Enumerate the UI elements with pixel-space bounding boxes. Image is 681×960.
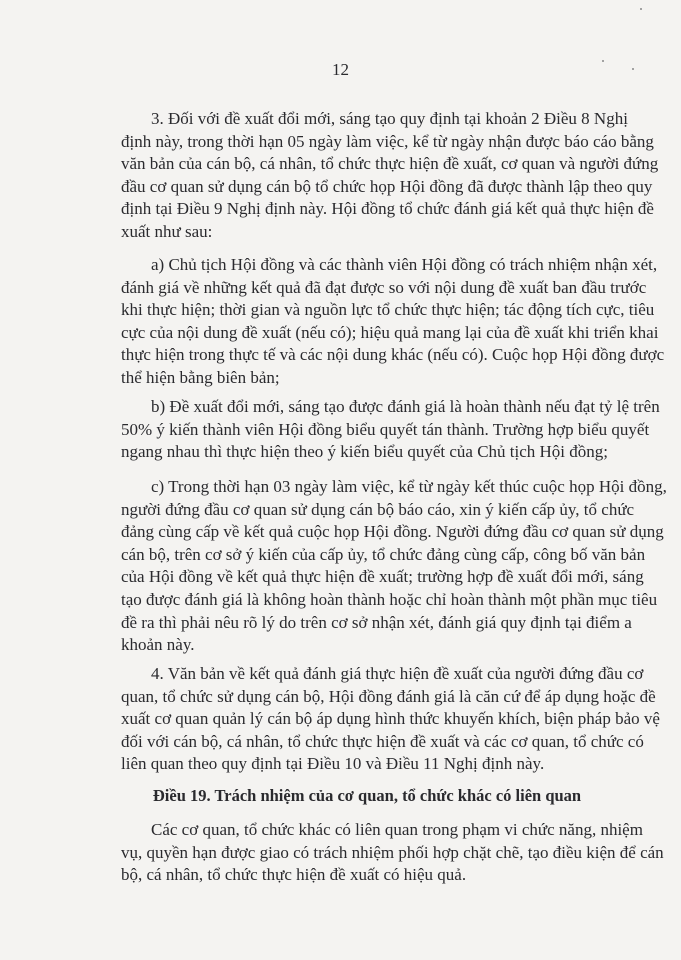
paragraph-point-a — [121, 254, 665, 390]
scan-speck — [640, 8, 642, 10]
page-number: 12 — [332, 60, 349, 79]
text-line: vụ, quyền hạn được giao có trách nhiệm phối hợp chặt chẽ, tạo điều kiện để cán — [121, 842, 664, 862]
paragraph-clause-4 — [121, 663, 660, 776]
text-line: đối với cán bộ, cá nhân, tổ chức thực hiện đề xuất và các cơ quan, tổ chức có — [121, 731, 644, 751]
text-line: đảng cùng cấp về kết quả cuộc họp Hội đồng. Người đứng đầu cơ quan sử dụng — [121, 522, 664, 542]
text-line: định tại Điều 9 Nghị định này. Hội đồng tổ chức đánh giá kết quả thực hiện đề — [121, 199, 654, 219]
text-line: đề ra thì phải nêu rõ lý do trên cơ sở nhận xét, đánh giá quy định tại điểm a — [121, 612, 632, 632]
text-line: bộ, cá nhân, tổ chức thực hiện đề xuất có hiệu quả. — [121, 865, 467, 885]
paragraph-point-c — [121, 476, 667, 657]
text-line: Các cơ quan, tổ chức khác có liên quan trong phạm vi chức năng, nhiệm — [151, 820, 643, 839]
text-line: quan, tổ chức sử dụng cán bộ, Hội đồng đánh giá là căn cứ để áp dụng hoặc đề — [121, 686, 656, 706]
paragraph-point-b — [121, 396, 660, 464]
text-line: xuất như sau: — [121, 221, 213, 241]
text-line: người đứng đầu cơ quan sử dụng cán bộ báo cáo, xin ý kiến cấp ủy, tổ chức — [121, 499, 635, 519]
text-line: ngang nhau thì thực hiện theo ý kiến biểu quyết của Chủ tịch Hội đồng; — [121, 442, 609, 462]
text-line: a) Chủ tịch Hội đồng và các thành viên Hội đồng có trách nhiệm nhận xét, — [151, 255, 658, 274]
text-line: thể hiện bằng biên bản; — [121, 367, 280, 387]
text-line: cực của nội dung đề xuất (nếu có); hiệu quả mang lại của đề xuất khi triển khai — [121, 322, 659, 342]
text-line: cán bộ, trên cơ sở ý kiến của cấp ủy, tổ chức đảng cùng cấp, công bố văn bản — [121, 544, 646, 564]
text-line: đầu cơ quan sử dụng cán bộ tổ chức họp Hội đồng đã được thành lập theo quy — [121, 176, 653, 196]
text-line: 50% ý kiến thành viên Hội đồng biểu quyết tán thành. Trường hợp biểu quyết — [121, 419, 650, 439]
scan-speck — [602, 60, 604, 62]
text-line: liên quan theo quy định tại Điều 10 và Điều 11 Nghị định này. — [121, 754, 545, 774]
text-line: b) Đề xuất đổi mới, sáng tạo được đánh giá là hoàn thành nếu đạt tỷ lệ trên — [151, 397, 660, 416]
text-line: xuất cơ quan quản lý cán bộ áp dụng hình thức khuyến khích, biện pháp bảo vệ — [121, 709, 660, 729]
text-line: 3. Đối với đề xuất đổi mới, sáng tạo quy định tại khoản 2 Điều 8 Nghị — [151, 109, 628, 128]
text-line: đánh giá về những kết quả đã đạt được so với nội dung đề xuất ban đầu trước — [121, 277, 647, 297]
text-line: 4. Văn bản về kết quả đánh giá thực hiện đề xuất của người đứng đầu cơ — [151, 664, 644, 683]
article-19-heading: Điều 19. Trách nhiệm của cơ quan, tổ chức khác có liên quan — [152, 786, 582, 805]
text-line: của Hội đồng về kết quả thực hiện đề xuất; trường hợp đề xuất đổi mới, sáng — [121, 567, 644, 587]
scan-speck — [632, 68, 634, 70]
paragraph-article-19 — [121, 819, 664, 887]
text-line: thực hiện trong thực tế và các nội dung khác (nếu có). Cuộc họp Hội đồng được — [121, 345, 665, 365]
paragraph-clause-3 — [121, 108, 659, 244]
text-line: c) Trong thời hạn 03 ngày làm việc, kể từ ngày kết thúc cuộc họp Hội đồng, — [151, 477, 667, 496]
text-line: định này, trong thời hạn 05 ngày làm việc, kể từ ngày nhận được báo cáo bằng — [121, 131, 654, 151]
text-line: văn bản của cán bộ, cá nhân, tổ chức thực hiện đề xuất, cơ quan và người đứng — [121, 154, 659, 174]
text-line: khoản này. — [121, 635, 195, 655]
text-line: khi thực hiện; thời gian và nguồn lực tổ chức thực hiện; tác động tích cực, tiêu — [121, 300, 655, 320]
text-line: tạo được đánh giá là không hoàn thành hoặc chỉ hoàn thành một phần mục tiêu — [121, 589, 658, 609]
